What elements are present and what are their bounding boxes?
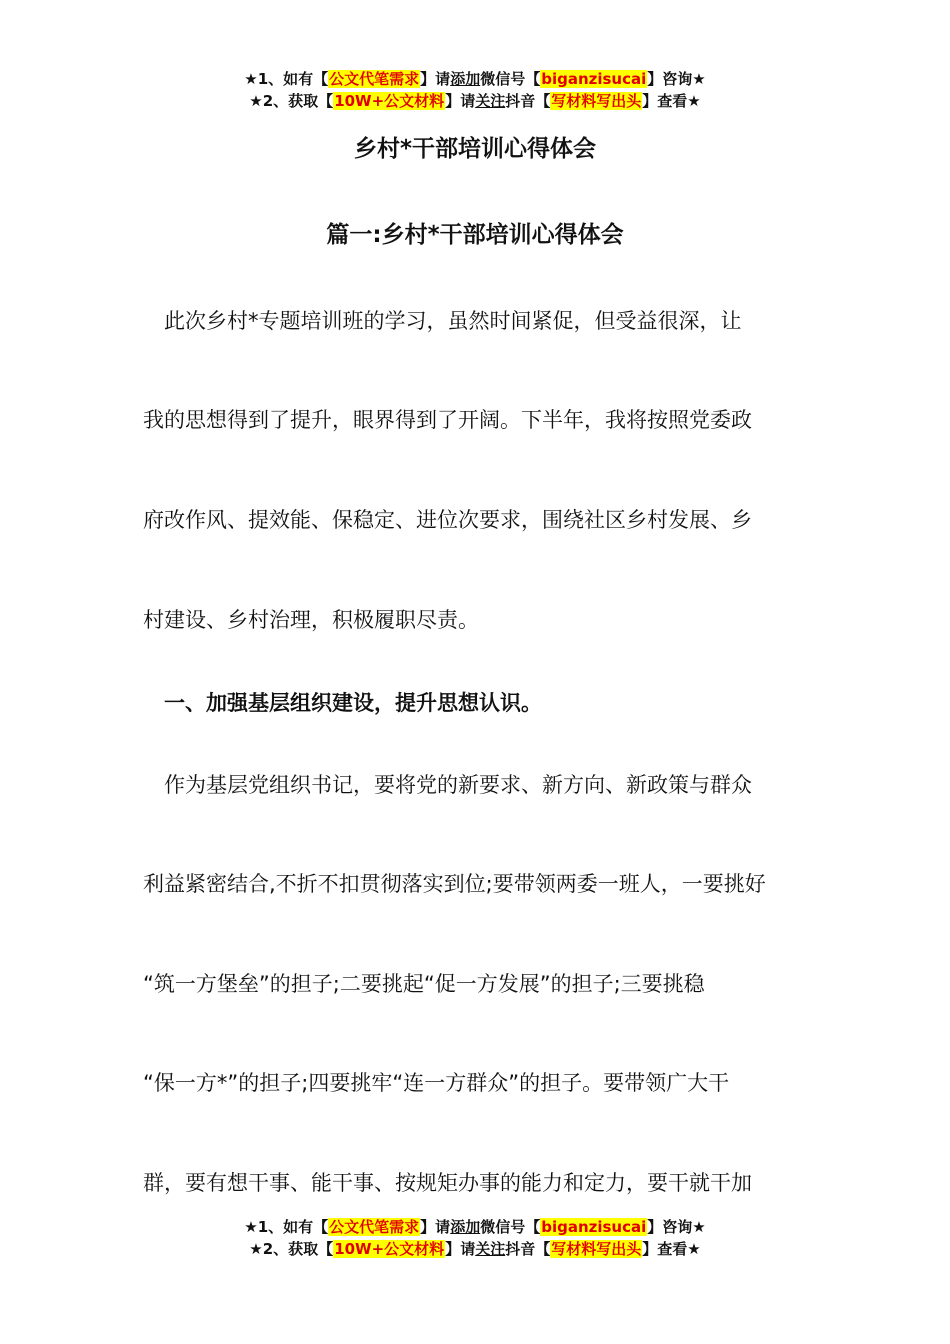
body-line: 我的思想得到了提升，眼界得到了开阔。下半年，我将按照党委政 [143, 408, 752, 432]
promo-text: ★2、获取【 [249, 1240, 334, 1258]
promo-line-2 [0, 1238, 950, 1260]
body-line: 此次乡村*专题培训班的学习，虽然时间紧促，但受益很深，让 [143, 309, 742, 333]
body-line: 利益紧密结合,不折不扣贯彻落实到位;要带领两委一班人，一要挑好 [143, 872, 766, 896]
promo-line-1 [0, 68, 950, 90]
promo-highlight: 公文代笔需求 [329, 1218, 420, 1236]
promo-douyin-id: 写材料写出头 [551, 92, 642, 110]
body-line: 府改作风、提效能、保稳定、进位次要求，围绕社区乡村发展、乡 [143, 508, 752, 532]
promo-wechat-id: biganzisucai [541, 70, 647, 88]
promo-text: 】查看★ [642, 92, 701, 110]
promo-text: 微信号【 [480, 1218, 541, 1236]
promo-text: 】咨询★ [647, 1218, 706, 1236]
promo-text: 】请 [420, 70, 451, 88]
body-line: 村建设、乡村治理，积极履职尽责。 [143, 608, 479, 632]
promo-text: ★1、如有【 [244, 70, 329, 88]
promo-text: ★1、如有【 [244, 1218, 329, 1236]
promo-text: 】查看★ [642, 1240, 701, 1258]
promo-text: 】请 [445, 92, 476, 110]
promo-underlined: 关注 [475, 1240, 506, 1258]
promo-text: ★2、获取【 [249, 92, 334, 110]
promo-text: 】请 [445, 1240, 476, 1258]
body-line: 作为基层党组织书记，要将党的新要求、新方向、新政策与群众 [143, 773, 752, 797]
promo-wechat-id: biganzisucai [541, 1218, 647, 1236]
promo-text: 】咨询★ [647, 70, 706, 88]
promo-highlight: 公文代笔需求 [329, 70, 420, 88]
section-title: 篇一:乡村*干部培训心得体会 [326, 222, 624, 248]
promo-text: 抖音【 [505, 92, 551, 110]
header-promo-banner [0, 68, 950, 112]
promo-underlined: 添加 [450, 1218, 481, 1236]
promo-text: 】请 [420, 1218, 451, 1236]
promo-text: 微信号【 [480, 70, 541, 88]
promo-underlined: 关注 [475, 92, 506, 110]
footer-promo-banner [0, 1216, 950, 1260]
body-line: “筑一方堡垒”的担子;二要挑起“促一方发展”的担子;三要挑稳 [143, 972, 705, 996]
promo-highlight: 10W+公文材料 [334, 1240, 445, 1258]
body-line: “保一方*”的担子;四要挑牢“连一方群众”的担子。要带领广大干 [143, 1071, 730, 1095]
promo-douyin-id: 写材料写出头 [551, 1240, 642, 1258]
promo-text: 抖音【 [505, 1240, 551, 1258]
promo-underlined: 添加 [450, 70, 481, 88]
document-title: 乡村*干部培训心得体会 [353, 136, 597, 162]
body-line: 群，要有想干事、能干事、按规矩办事的能力和定力，要干就干加 [143, 1171, 752, 1195]
promo-line-2 [0, 90, 950, 112]
subheading: 一、加强基层组织建设，提升思想认识。 [143, 691, 542, 715]
promo-highlight: 10W+公文材料 [334, 92, 445, 110]
promo-line-1 [0, 1216, 950, 1238]
